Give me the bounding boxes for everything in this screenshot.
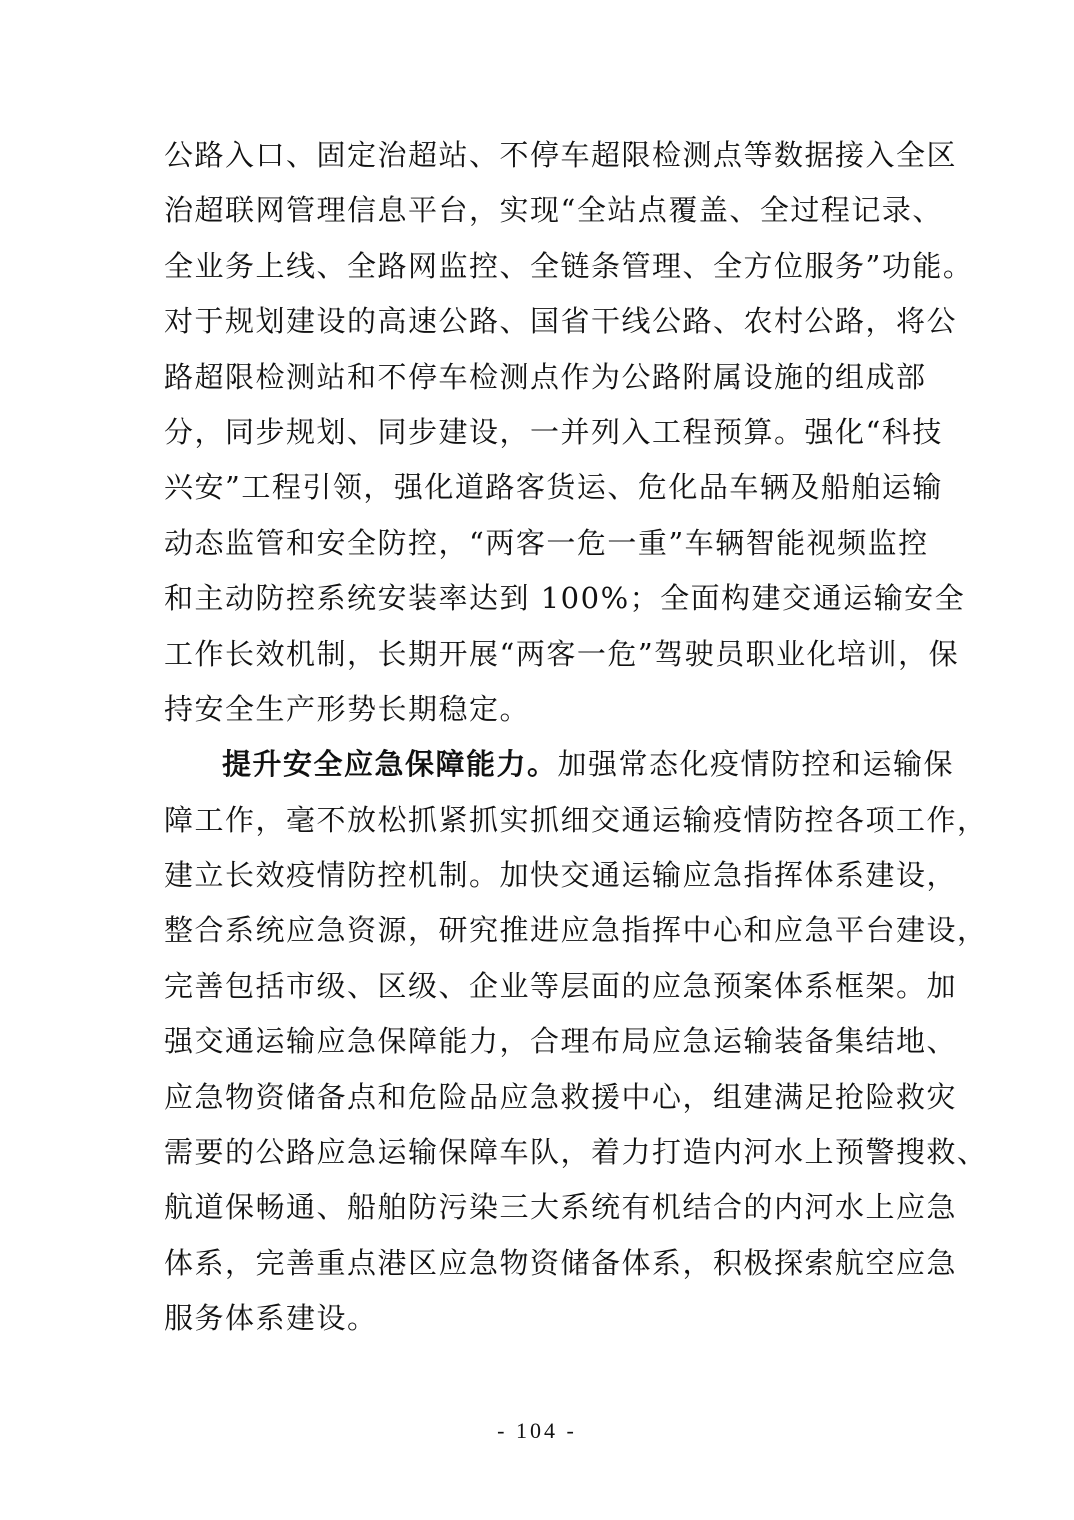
paragraph-1	[164, 128, 974, 737]
text-line: 工作长效机制，长期开展“两客一危”驾驶员职业化培训，保	[164, 636, 960, 671]
text-line: 路超限检测站和不停车检测点作为公路附属设施的组成部	[164, 359, 927, 394]
text-line: 公路入口、固定治超站、不停车超限检测点等数据接入全区	[164, 138, 958, 172]
text-line: 治超联网管理信息平台，实现“全站点覆盖、全过程记录、	[164, 193, 943, 228]
text-line-first	[164, 737, 955, 792]
text-line: 整合系统应急资源，研究推进应急指挥中心和应急平台建设，	[164, 913, 988, 948]
page-number: - 104 -	[497, 1418, 577, 1443]
text-line: 兴安”工程引领，强化道路客货运、危化品车辆及船舶运输	[164, 470, 943, 505]
body-text	[164, 128, 988, 1347]
text-line: 对于规划建设的高速公路、国省干线公路、农村公路，将公	[164, 304, 958, 339]
text-line: 航道保畅通、船舶防污染三大系统有机结合的内河水上应急	[164, 1190, 958, 1225]
section-heading: 提升安全应急保障能力。	[222, 747, 558, 782]
text-line: 建立长效疫情防控机制。加快交通运输应急指挥体系建设，	[164, 858, 958, 893]
text-line: 全业务上线、全路网监控、全链条管理、全方位服务”功能。	[164, 248, 974, 283]
text-line: 服务体系建设。	[164, 1301, 378, 1336]
text-line: 需要的公路应急运输保障车队，着力打造内河水上预警搜救、	[164, 1135, 988, 1170]
text-line: 强交通运输应急保障能力，合理布局应急运输装备集结地、	[164, 1024, 958, 1059]
text-line: 应急物资储备点和危险品应急救援中心，组建满足抢险救灾	[164, 1079, 958, 1114]
text-line: 持安全生产形势长期稳定。	[164, 691, 531, 726]
text-line: 和主动防控系统安装率达到 100%；全面构建交通运输安全	[164, 581, 966, 616]
text-line: 完善包括市级、区级、企业等层面的应急预案体系框架。加	[164, 968, 958, 1003]
text-line: 动态监管和安全防控，“两客一危一重”车辆智能视频监控	[164, 525, 929, 560]
text-line-rest: 加强常态化疫情防控和运输保	[557, 747, 955, 782]
text-line: 分，同步规划、同步建设，一并列入工程预算。强化“科技	[164, 414, 943, 449]
text-line: 障工作，毫不放松抓紧抓实抓细交通运输疫情防控各项工作，	[164, 802, 988, 837]
text-line: 体系，完善重点港区应急物资储备体系，积极探索航空应急	[164, 1245, 958, 1280]
paragraph-2	[164, 737, 988, 1346]
